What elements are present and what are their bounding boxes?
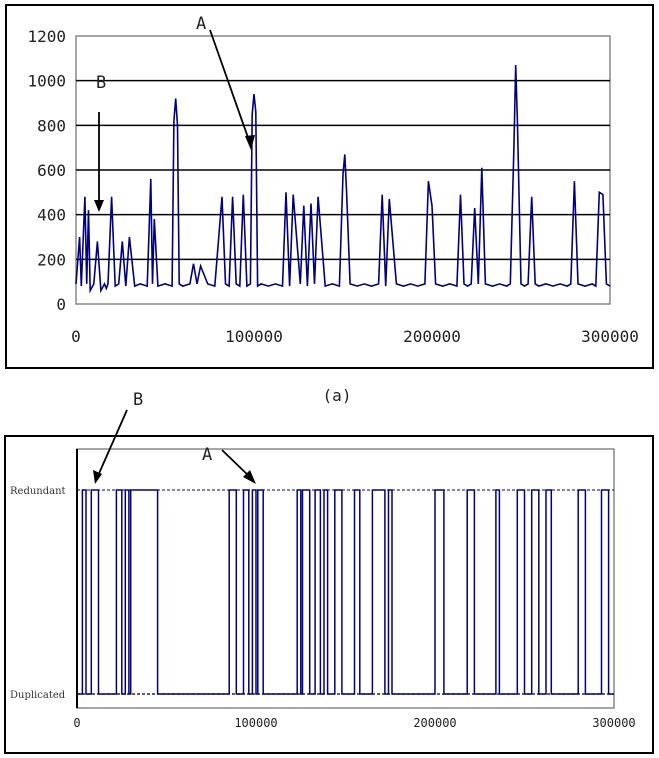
panel-b-arrow-b	[97, 410, 127, 478]
panel-b-x-tick-label: 100000	[234, 716, 278, 730]
panel-b-y-label-redundant: Redundant	[10, 486, 66, 497]
figure-caption: (a)	[322, 386, 352, 405]
panel-b-x-tick-label: 300000	[592, 716, 636, 730]
panel-a-arrowhead-a	[245, 135, 255, 150]
panel-b-x-tick-label: 200000	[413, 716, 457, 730]
panel-b-annotation-a: A	[202, 445, 213, 465]
panel-a-arrowhead-b	[94, 200, 104, 212]
panel-b-x-tick-label: 0	[73, 716, 81, 730]
panel-a-y-tick-labels	[27, 27, 66, 314]
panel-a-frame	[6, 5, 653, 368]
panel-a-y-tick-label: 1200	[27, 27, 66, 46]
panel-b-frame	[5, 436, 653, 753]
panel-b-x-tick-labels	[73, 716, 635, 730]
panel-a-x-tick-label: 300000	[581, 327, 639, 346]
panel-a-x-tick-labels	[71, 327, 639, 346]
panel-a-x-tick-label: 100000	[225, 327, 283, 346]
panel-b-annotation-b: B	[133, 390, 144, 410]
panel-a-y-tick-label: 400	[37, 205, 66, 225]
panel-a-annotation-a: A	[196, 14, 207, 34]
panel-a-y-tick-label: 1000	[27, 71, 66, 91]
panel-b-y-label-duplicated: Duplicated	[10, 690, 66, 701]
panel-a-x-tick-label: 200000	[403, 327, 461, 346]
panel-b-series-line	[77, 490, 614, 694]
panel-a-y-tick-label: 200	[37, 250, 66, 270]
panel-b-arrowhead-b	[93, 470, 102, 484]
panel-a-x-tick-label: 0	[71, 327, 81, 346]
panel-a-y-tick-label: 0	[56, 295, 66, 314]
panel-a-annotation-b: B	[96, 73, 107, 93]
panel-a-arrow-a	[210, 30, 251, 146]
panel-a-y-tick-label: 600	[37, 161, 66, 180]
panel-a-series-line	[76, 65, 610, 291]
panel-a-y-tick-label: 800	[37, 116, 66, 136]
